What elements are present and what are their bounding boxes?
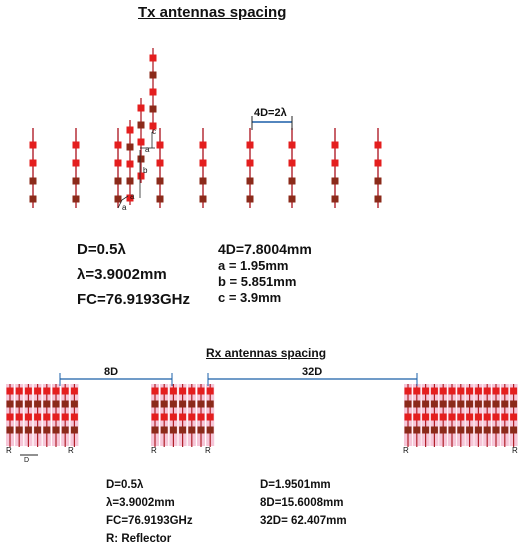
tx-patch-element — [332, 142, 339, 149]
tx-patch-element — [115, 142, 122, 149]
tx-patch-element — [332, 160, 339, 167]
rx-title: Rx antennas spacing — [206, 346, 327, 360]
tx-patch-element — [200, 142, 207, 149]
rx-patch-element — [43, 388, 50, 395]
tx-patch-element — [247, 196, 254, 203]
rx-antenna-column — [439, 384, 447, 447]
rx-patch-element — [170, 414, 177, 421]
rx-param-reflector: R: Reflector — [106, 533, 172, 545]
tx-patch-element — [157, 160, 164, 167]
rx-d-label: D — [24, 457, 30, 464]
rx-patch-element — [510, 388, 517, 395]
tx-param-a: a = 1.95mm — [218, 258, 289, 273]
rx-patch-element — [7, 427, 14, 434]
rx-patch-element — [34, 401, 41, 408]
tx-label-a-top: a — [145, 145, 150, 154]
rx-patch-element — [457, 427, 464, 434]
tx-antenna-column — [289, 128, 296, 208]
rx-patch-element — [501, 427, 508, 434]
rx-patch-element — [34, 427, 41, 434]
rx-patch-element — [71, 401, 78, 408]
tx-patch-element — [289, 160, 296, 167]
rx-patch-element — [475, 401, 482, 408]
rx-patch-element — [152, 414, 159, 421]
rx-antenna-column — [483, 384, 491, 447]
rx-patch-element — [207, 401, 214, 408]
rx-patch-element — [475, 388, 482, 395]
tx-patch-element — [375, 160, 382, 167]
tx-param-c: c = 3.9mm — [218, 290, 282, 305]
rx-patch-element — [179, 414, 186, 421]
rx-patch-element — [25, 414, 32, 421]
tx-param-lambda: λ=3.9002mm — [77, 266, 167, 283]
rx-patch-element — [16, 414, 23, 421]
rx-antenna-column — [179, 384, 187, 447]
rx-patch-element — [161, 388, 168, 395]
rx-patch-element — [16, 427, 23, 434]
rx-patch-element — [152, 388, 159, 395]
tx-antenna-column — [200, 128, 207, 208]
tx-spacing-label: 4D=2λ — [254, 107, 287, 119]
rx-antenna-column — [34, 384, 42, 447]
rx-antenna-group — [404, 384, 518, 447]
rx-patch-element — [198, 414, 205, 421]
tx-offset-patch — [150, 72, 157, 79]
rx-patch-element — [7, 388, 14, 395]
tx-param-d: D=0.5λ — [77, 241, 126, 258]
rx-patch-element — [466, 414, 473, 421]
tx-patch-element — [73, 196, 80, 203]
tx-offset-column — [150, 48, 157, 133]
rx-patch-element — [43, 414, 50, 421]
rx-patch-element — [440, 401, 447, 408]
rx-patch-element — [510, 401, 517, 408]
rx-patch-element — [466, 388, 473, 395]
rx-antenna-column — [206, 384, 214, 447]
rx-reflector-label: R — [68, 446, 74, 455]
tx-offset-patch — [138, 156, 145, 163]
rx-patch-element — [207, 414, 214, 421]
rx-patch-element — [188, 427, 195, 434]
tx-antenna-column — [115, 128, 122, 208]
rx-patch-element — [422, 401, 429, 408]
rx-antenna-column — [70, 384, 78, 447]
rx-antenna-column — [422, 384, 430, 447]
tx-param-fc: FC=76.9193GHz — [77, 291, 190, 308]
rx-patch-element — [25, 427, 32, 434]
rx-patch-element — [43, 427, 50, 434]
tx-antenna-column — [375, 128, 382, 208]
rx-patch-element — [466, 427, 473, 434]
rx-patch-element — [431, 427, 438, 434]
tx-patch-element — [73, 178, 80, 185]
rx-patch-element — [449, 427, 456, 434]
rx-patch-element — [413, 414, 420, 421]
tx-patch-element — [73, 160, 80, 167]
tx-label-a-bottom: a — [122, 203, 127, 212]
tx-label-a-mid: a — [130, 192, 135, 201]
rx-patch-element — [16, 401, 23, 408]
rx-antenna-column — [474, 384, 482, 447]
tx-offset-patch — [138, 105, 145, 112]
tx-offset-patch — [150, 106, 157, 113]
tx-offset-patch — [127, 144, 134, 151]
tx-patch-element — [332, 196, 339, 203]
tx-patch-element — [157, 178, 164, 185]
rx-antenna-column — [169, 384, 177, 447]
rx-patch-element — [207, 388, 214, 395]
rx-patch-element — [475, 414, 482, 421]
tx-patch-element — [247, 178, 254, 185]
rx-antenna-column — [24, 384, 32, 447]
rx-patch-element — [25, 388, 32, 395]
rx-param-8d: 8D=15.6008mm — [260, 497, 344, 509]
rx-gap-label-32d: 32D — [302, 366, 323, 378]
tx-antenna-column — [73, 128, 80, 208]
tx-patch-element — [115, 160, 122, 167]
tx-patch-element — [30, 196, 37, 203]
rx-patch-element — [34, 388, 41, 395]
tx-patch-element — [157, 196, 164, 203]
rx-param-32d: 32D= 62.407mm — [260, 515, 347, 527]
rx-left-params — [106, 477, 193, 547]
rx-patch-element — [457, 388, 464, 395]
rx-patch-element — [188, 388, 195, 395]
rx-param-lambda: λ=3.9002mm — [106, 497, 175, 509]
rx-patch-element — [510, 427, 517, 434]
tx-patch-element — [157, 142, 164, 149]
rx-patch-element — [179, 401, 186, 408]
tx-patch-element — [115, 196, 122, 203]
tx-patch-element — [200, 196, 207, 203]
tx-patch-element — [375, 196, 382, 203]
tx-param-4d: 4D=7.8004mm — [218, 241, 312, 257]
rx-patch-element — [198, 427, 205, 434]
tx-antenna-column — [30, 128, 37, 208]
rx-patch-element — [7, 401, 14, 408]
rx-patch-element — [413, 427, 420, 434]
rx-patch-element — [170, 388, 177, 395]
tx-offset-patch — [127, 178, 134, 185]
rx-antenna-column — [6, 384, 14, 447]
rx-patch-element — [405, 401, 412, 408]
rx-patch-element — [170, 427, 177, 434]
tx-right-params — [218, 240, 312, 306]
rx-patch-element — [475, 427, 482, 434]
rx-patch-element — [7, 414, 14, 421]
rx-reflector-label: R — [403, 446, 409, 455]
tx-patch-element — [289, 196, 296, 203]
rx-antenna-column — [413, 384, 421, 447]
rx-patch-element — [53, 401, 60, 408]
tx-patch-element — [289, 178, 296, 185]
tx-offset-patch — [150, 55, 157, 62]
rx-patch-element — [170, 401, 177, 408]
rx-patch-element — [16, 388, 23, 395]
tx-offset-patch — [138, 122, 145, 129]
rx-patch-element — [501, 414, 508, 421]
tx-patch-element — [73, 142, 80, 149]
rx-patch-element — [484, 388, 491, 395]
rx-patch-element — [62, 401, 69, 408]
tx-patch-element — [30, 160, 37, 167]
rx-patch-element — [440, 427, 447, 434]
rx-param-d: D=0.5λ — [106, 479, 144, 491]
tx-label-c: c — [152, 127, 156, 136]
rx-patch-element — [431, 401, 438, 408]
rx-patch-element — [422, 414, 429, 421]
rx-patch-element — [413, 388, 420, 395]
rx-patch-element — [440, 388, 447, 395]
tx-patch-element — [30, 142, 37, 149]
rx-antenna-column — [466, 384, 474, 447]
rx-antenna-column — [448, 384, 456, 447]
rx-patch-element — [53, 388, 60, 395]
rx-antenna-column — [430, 384, 438, 447]
tx-offset-patch — [127, 127, 134, 134]
rx-patch-element — [405, 388, 412, 395]
rx-patch-element — [484, 414, 491, 421]
rx-patch-element — [161, 414, 168, 421]
rx-reflector-label: R — [151, 446, 157, 455]
rx-param-d-mm: D=1.9501mm — [260, 479, 331, 491]
rx-patch-element — [440, 414, 447, 421]
rx-patch-element — [405, 427, 412, 434]
tx-antenna-column — [247, 128, 254, 208]
rx-right-params — [260, 477, 347, 529]
rx-patch-element — [493, 401, 500, 408]
tx-offset-patch — [138, 139, 145, 146]
tx-patch-element — [247, 160, 254, 167]
tx-patch-element — [200, 160, 207, 167]
rx-patch-element — [62, 388, 69, 395]
rx-patch-element — [188, 401, 195, 408]
tx-patch-element — [30, 178, 37, 185]
tx-patch-element — [375, 142, 382, 149]
tx-antenna-column — [332, 128, 339, 208]
tx-label-b: b — [143, 166, 148, 175]
tx-patch-element — [289, 142, 296, 149]
rx-patch-element — [207, 427, 214, 434]
rx-patch-element — [71, 427, 78, 434]
rx-patch-element — [179, 388, 186, 395]
rx-patch-element — [493, 414, 500, 421]
rx-antenna-column — [43, 384, 51, 447]
rx-patch-element — [457, 414, 464, 421]
tx-patch-element — [200, 178, 207, 185]
rx-antenna-column — [510, 384, 518, 447]
tx-title: Tx antennas spacing — [138, 4, 287, 21]
rx-antenna-group — [6, 384, 78, 447]
rx-patch-element — [53, 414, 60, 421]
rx-antenna-column — [151, 384, 159, 447]
rx-patch-element — [152, 401, 159, 408]
tx-patch-element — [247, 142, 254, 149]
rx-patch-element — [161, 427, 168, 434]
rx-patch-element — [466, 401, 473, 408]
rx-antenna-column — [457, 384, 465, 447]
rx-patch-element — [501, 401, 508, 408]
tx-patch-element — [332, 178, 339, 185]
rx-patch-element — [449, 401, 456, 408]
tx-geometry-markers — [118, 48, 157, 208]
rx-patch-element — [152, 427, 159, 434]
rx-antenna-column — [197, 384, 205, 447]
tx-offset-patch — [150, 89, 157, 96]
rx-antenna-column — [15, 384, 23, 447]
rx-patch-element — [53, 427, 60, 434]
tx-left-params — [77, 240, 190, 310]
rx-patch-element — [198, 401, 205, 408]
rx-patch-element — [457, 401, 464, 408]
rx-reflector-label: R — [205, 446, 211, 455]
tx-param-b: b = 5.851mm — [218, 274, 297, 289]
rx-patch-element — [62, 414, 69, 421]
rx-reflector-label: R — [512, 446, 518, 455]
rx-patch-element — [71, 388, 78, 395]
rx-patch-element — [161, 401, 168, 408]
rx-antenna-group — [151, 384, 214, 447]
rx-patch-element — [34, 414, 41, 421]
rx-patch-element — [510, 414, 517, 421]
rx-gap-label-8d: 8D — [104, 366, 119, 378]
rx-antenna-column — [52, 384, 60, 447]
rx-param-fc: FC=76.9193GHz — [106, 515, 193, 527]
rx-gap-dimensions — [20, 373, 417, 455]
rx-patch-element — [405, 414, 412, 421]
rx-antenna-column — [404, 384, 412, 447]
rx-patch-element — [62, 427, 69, 434]
rx-patch-element — [198, 388, 205, 395]
rx-antenna-arrays — [6, 384, 518, 447]
rx-patch-element — [431, 388, 438, 395]
rx-patch-element — [484, 401, 491, 408]
rx-antenna-column — [61, 384, 69, 447]
tx-offset-patch — [127, 161, 134, 168]
rx-antenna-column — [188, 384, 196, 447]
rx-patch-element — [43, 401, 50, 408]
rx-patch-element — [449, 414, 456, 421]
tx-antenna-array — [30, 128, 382, 208]
tx-patch-element — [375, 178, 382, 185]
rx-patch-element — [493, 427, 500, 434]
rx-patch-element — [501, 388, 508, 395]
rx-antenna-column — [501, 384, 509, 447]
rx-patch-element — [25, 401, 32, 408]
rx-patch-element — [431, 414, 438, 421]
rx-reflector-label: R — [6, 446, 12, 455]
rx-patch-element — [179, 427, 186, 434]
tx-patch-element — [115, 178, 122, 185]
rx-patch-element — [413, 401, 420, 408]
rx-patch-element — [422, 427, 429, 434]
rx-antenna-column — [492, 384, 500, 447]
rx-patch-element — [449, 388, 456, 395]
rx-patch-element — [484, 427, 491, 434]
rx-patch-element — [493, 388, 500, 395]
rx-patch-element — [188, 414, 195, 421]
rx-patch-element — [71, 414, 78, 421]
tx-antenna-column — [157, 128, 164, 208]
rx-patch-element — [422, 388, 429, 395]
rx-antenna-column — [160, 384, 168, 447]
